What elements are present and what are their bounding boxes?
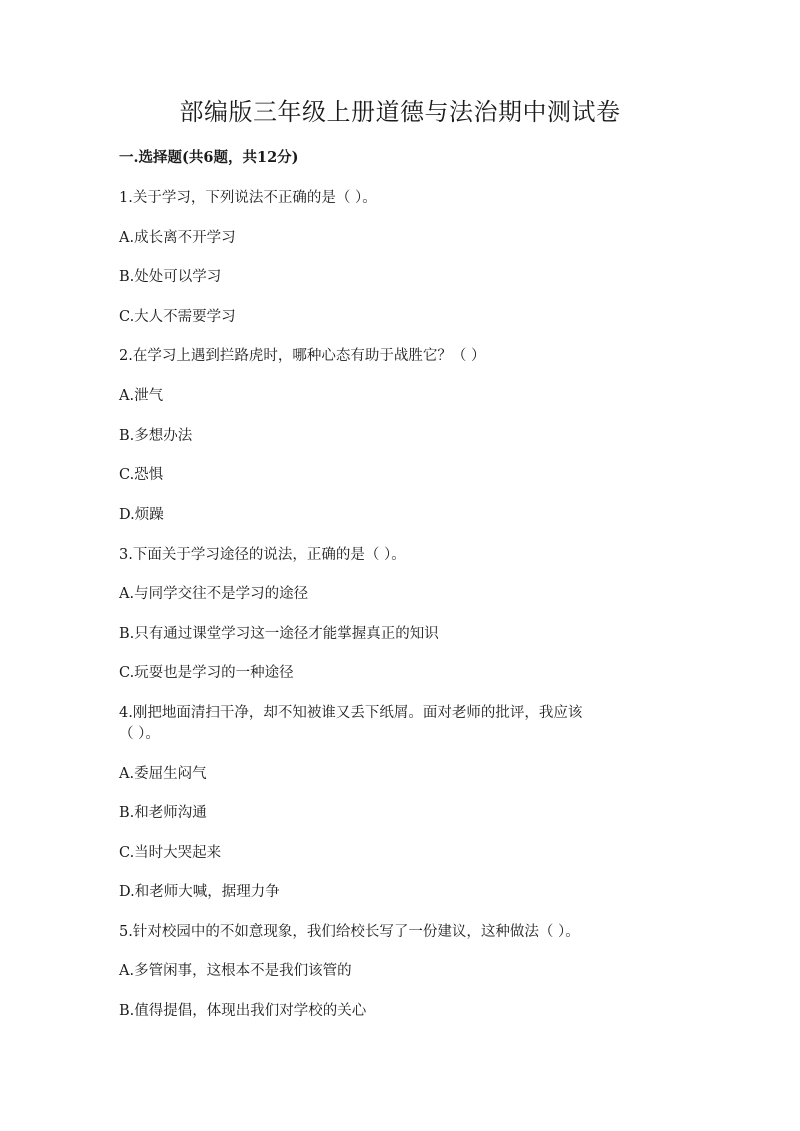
question-4-option-d: D.和老师大喊，据理力争 [119,884,280,900]
question-4-option-c: C.当时大哭起来 [119,845,222,861]
question-3-option-a: A.与同学交往不是学习的途径 [119,586,309,602]
question-4-stem-continued: （ ）。 [119,726,160,742]
question-1-option-a: A.成长离不开学习 [119,230,236,246]
question-2-stem: 2.在学习上遇到拦路虎时，哪种心态有助于战胜它？（ ） [119,348,486,364]
question-1-option-c: C.大人不需要学习 [119,309,236,325]
question-2-option-b: B.多想办法 [119,428,193,444]
question-5-stem: 5.针对校园中的不如意现象，我们给校长写了一份建议，这种做法（ ）。 [119,924,580,940]
page-title: 部编版三年级上册道德与法治期中测试卷 [179,98,621,126]
question-5-option-a: A.多管闲事，这根本不是我们该管的 [119,963,352,979]
question-4-option-a: A.委屈生闷气 [119,766,207,782]
question-4-option-b: B.和老师沟通 [119,805,207,821]
question-4-stem: 4.刚把地面清扫干净，却不知被谁又丢下纸屑。面对老师的批评，我应该 [119,705,583,721]
question-2-option-d: D.烦躁 [119,507,164,523]
question-5-option-b: B.值得提倡，体现出我们对学校的关心 [119,1003,367,1019]
question-2-option-a: A.泄气 [119,388,164,404]
question-1-stem: 1.关于学习，下列说法不正确的是（ ）。 [119,190,377,206]
question-3-stem: 3.下面关于学习途径的说法，正确的是（ ）。 [119,547,406,563]
section-heading: 一.选择题(共6题，共12分) [119,149,299,166]
question-3-option-c: C.玩耍也是学习的一种途径 [119,665,294,681]
question-2-option-c: C.恐惧 [119,467,164,483]
question-1-option-b: B.处处可以学习 [119,269,222,285]
question-3-option-b: B.只有通过课堂学习这一途径才能掌握真正的知识 [119,626,439,642]
